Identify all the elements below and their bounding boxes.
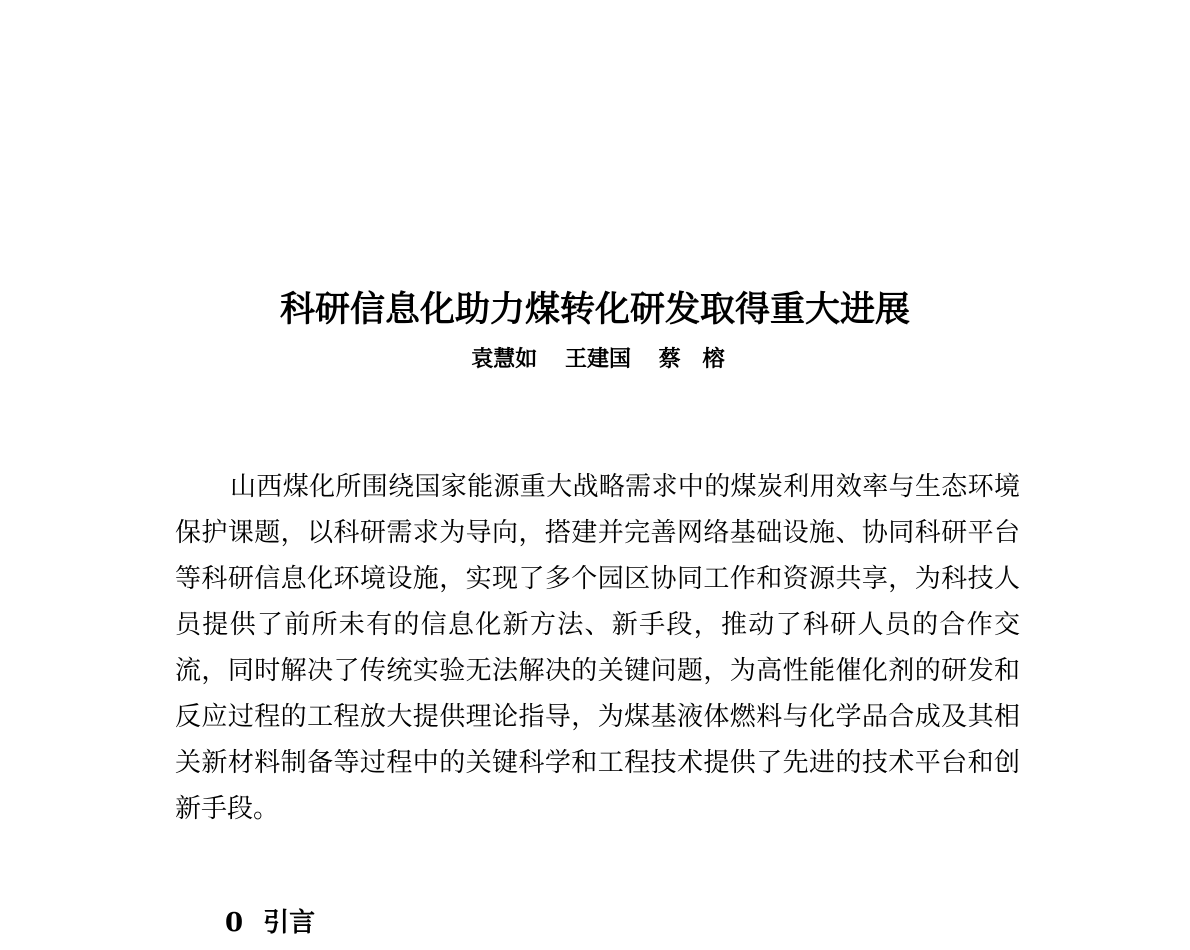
section-title: 引言	[263, 908, 316, 938]
text-line: 保护课题，以科研需求为导向，搭建并完善网络基础设施、协同科研平台	[175, 518, 1020, 548]
text-line: 山西煤化所围绕国家能源重大战略需求中的煤炭利用效率与生态环境	[230, 472, 1020, 502]
page-title: 科研信息化助力煤转化研发取得重大进展	[279, 289, 910, 330]
author-list	[0, 342, 1190, 373]
author: 蔡 榕	[658, 346, 725, 372]
section-heading	[225, 902, 335, 939]
text-line: 流，同时解决了传统实验无法解决的关键问题，为高性能催化剂的研发和	[175, 656, 1020, 686]
text-line: 新手段。	[175, 794, 280, 824]
text-line: 等科研信息化环境设施，实现了多个园区协同工作和资源共享，为科技人	[175, 564, 1020, 594]
text-line: 反应过程的工程放大提供理论指导，为煤基液体燃料与化学品合成及其相	[175, 702, 1020, 732]
author: 王建国	[564, 346, 631, 372]
text-line: 关新材料制备等过程中的关键科学和工程技术提供了先进的技术平台和创	[175, 748, 1020, 778]
section-number: 0	[225, 908, 244, 938]
abstract-paragraph	[175, 467, 1020, 835]
text-line: 员提供了前所未有的信息化新方法、新手段，推动了科研人员的合作交	[175, 610, 1020, 640]
author: 袁慧如	[471, 346, 538, 372]
